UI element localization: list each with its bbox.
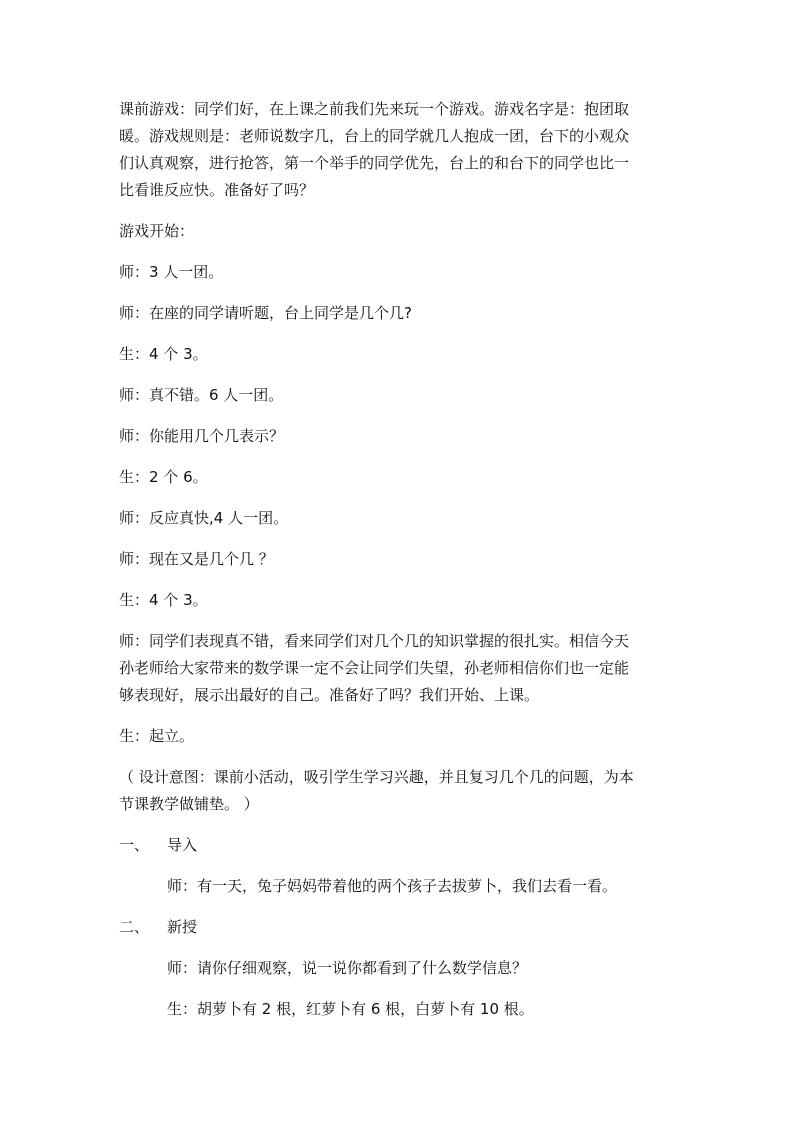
- design-note-line: 节课教学做铺垫。 ）: [119, 795, 259, 813]
- dialogue-line: 师：现在又是几个几 ？: [119, 550, 274, 568]
- document-body: [119, 96, 679, 1037]
- dialogue-line: 师：反应真快,4 人一团。: [119, 509, 289, 527]
- intro-paragraph: [119, 96, 679, 204]
- summary-line: 够表现好，展示出最好的自己。准备好了吗？我们开始、上课。: [119, 686, 540, 704]
- design-note-paragraph: [119, 764, 679, 818]
- summary-line: 师：同学们表现真不错，看来同学们对几个几的知识掌握的很扎实。相信今天: [119, 632, 630, 650]
- dialogue-line: 师：真不错。6 人一团。: [119, 386, 284, 404]
- intro-line: 们认真观察，进行抢答，第一个举手的同学优先，台上的和台下的同学也比一: [119, 154, 630, 172]
- dialogue-line: 师：3 人一团。: [119, 263, 224, 281]
- section-title: 导入: [167, 836, 198, 854]
- dialogue-line: 师：你能用几个几表示？: [119, 427, 285, 445]
- dialogue-line: 生：4 个 3。: [119, 591, 208, 609]
- section-heading-new-lesson: [119, 914, 679, 941]
- section-heading-intro: [119, 832, 679, 859]
- intro-line: 课前游戏：同学们好，在上课之前我们先来玩一个游戏。游戏名字是：抱团取: [119, 100, 630, 118]
- summary-line: 孙老师给大家带来的数学课一定不会让同学们失望，孙老师相信你们也一定能: [119, 659, 630, 677]
- section-number: 一、: [119, 836, 150, 854]
- dialogue-line: 生：4 个 3。: [119, 345, 208, 363]
- section-text: 师：请你仔细观察，说一说你都看到了什么数学信息？: [167, 959, 528, 977]
- section-text: 生：胡萝卜有 2 根，红萝卜有 6 根，白萝卜有 10 根。: [167, 1000, 534, 1018]
- stand-up-line: 生：起立。: [119, 727, 195, 745]
- intro-line: 暖。游戏规则是：老师说数字几，台上的同学就几人抱成一团，台下的小观众: [119, 127, 630, 145]
- design-note-line: （ 设计意图：课前小活动，吸引学生学习兴趣，并且复习几个几的问题，为本: [119, 768, 634, 786]
- dialogue-line: 生：2 个 6。: [119, 468, 208, 486]
- section-title: 新授: [167, 918, 198, 936]
- intro-line: 比看谁反应快。准备好了吗？: [119, 181, 315, 199]
- dialogue-line: 游戏开始：: [119, 222, 195, 240]
- dialogue-line: 师：在座的同学请听题，台上同学是几个几?: [119, 304, 412, 322]
- summary-paragraph: [119, 628, 679, 709]
- section-text: 师：有一天，兔子妈妈带着他的两个孩子去拔萝卜，我们去看一看。: [167, 877, 618, 895]
- section-number: 二、: [119, 918, 150, 936]
